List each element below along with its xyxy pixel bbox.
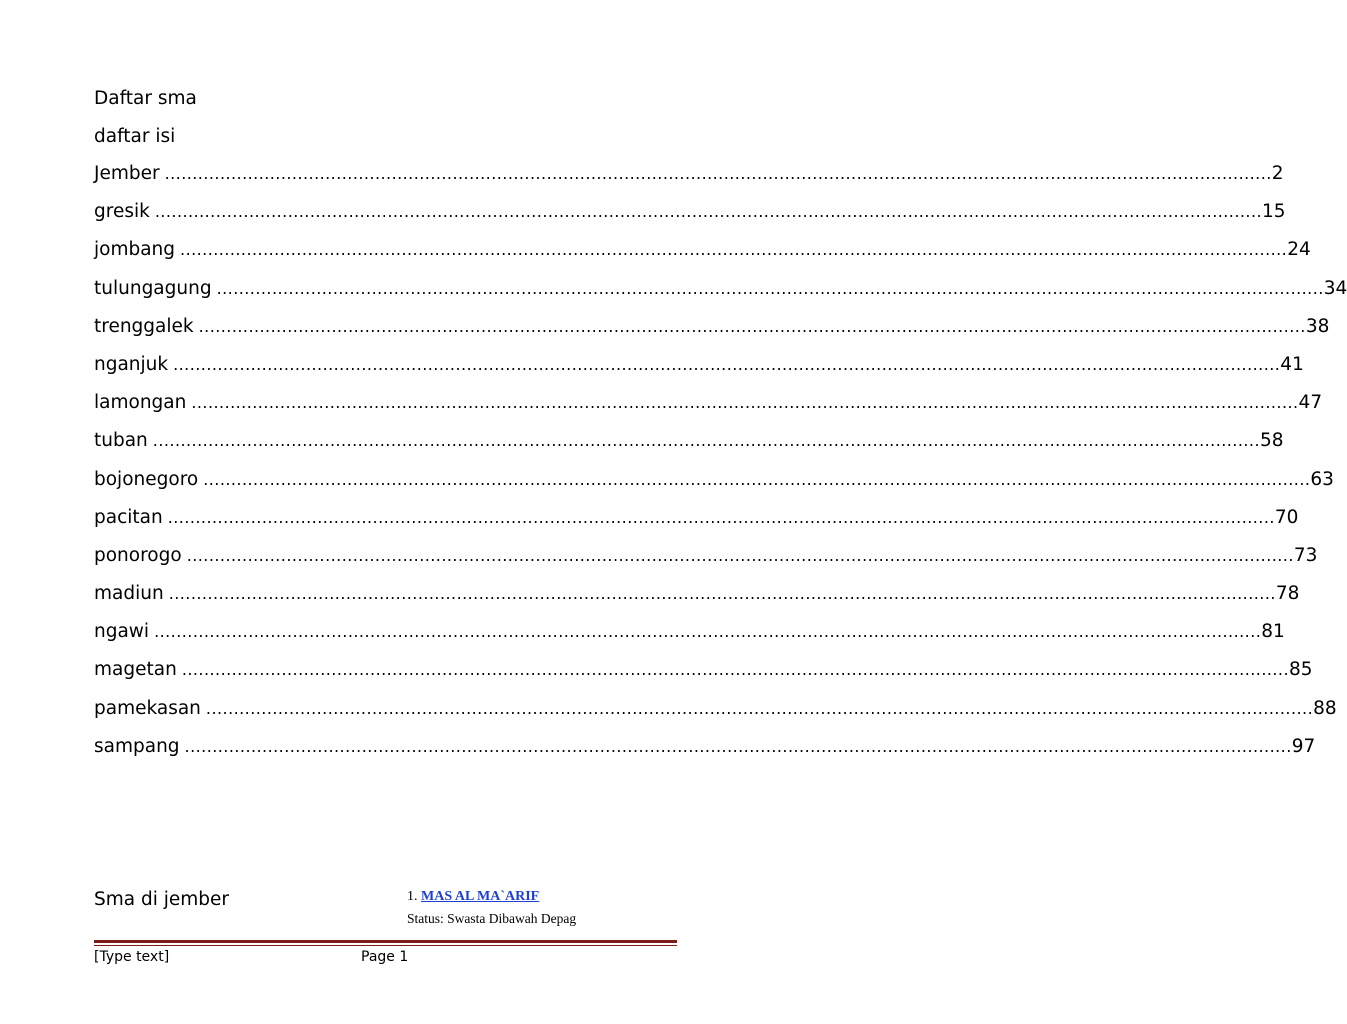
toc-entry-page: 47 — [1298, 392, 1323, 414]
toc-dot-leader: ........................................................................................................................................................................................................ — [180, 240, 1288, 260]
toc-entry-name: ponorogo — [94, 544, 182, 566]
toc-entry-name: lamongan — [94, 392, 187, 414]
toc-entry-name: gresik — [94, 201, 150, 223]
toc-entry[interactable] — [94, 620, 1285, 658]
toc-entry-name: bojonegoro — [94, 468, 199, 490]
toc-dot-leader: ........................................................................................................................................................................................................ — [216, 278, 1324, 298]
entry-number: 1. — [407, 889, 418, 904]
toc-entry[interactable] — [94, 468, 1334, 506]
footer-rule-thin — [94, 945, 677, 946]
school-name-link[interactable]: MAS AL MA`ARIF — [421, 889, 540, 904]
toc-entry[interactable] — [94, 162, 1284, 200]
toc-entry-name: trenggalek — [94, 315, 194, 337]
toc-entry-name: jombang — [94, 239, 176, 261]
toc-entry-page: 88 — [1313, 697, 1337, 719]
toc-entry-name: tulungagung — [94, 277, 212, 299]
toc-entry-name: nganjuk — [94, 353, 169, 375]
toc-entry-page: 41 — [1280, 353, 1304, 375]
toc-dot-leader: ........................................................................................................................................................................................................ — [184, 736, 1292, 756]
toc-entry-page: 34 — [1323, 277, 1347, 299]
toc-entry-page: 58 — [1259, 430, 1284, 452]
toc-entry-page: 81 — [1261, 621, 1285, 643]
toc-dot-leader: ........................................................................................................................................................................................................ — [203, 469, 1311, 489]
toc-entry[interactable] — [94, 238, 1311, 276]
toc-entry[interactable] — [94, 697, 1337, 735]
toc-entry-name: ngawi — [94, 621, 150, 643]
toc-entry[interactable] — [94, 315, 1330, 353]
toc-entry-name: madiun — [94, 583, 164, 605]
toc-dot-leader: ........................................................................................................................................................................................................ — [167, 507, 1275, 527]
toc-entry[interactable] — [94, 277, 1347, 315]
toc-entry-name: Jember — [94, 163, 160, 184]
toc-entry-page: 2 — [1271, 163, 1284, 184]
toc-entry-page: 38 — [1305, 315, 1330, 337]
toc-entry[interactable] — [94, 391, 1323, 429]
toc-dot-leader: ........................................................................................................................................................................................................ — [191, 393, 1299, 413]
toc-entry[interactable] — [94, 506, 1299, 544]
toc-entry[interactable] — [94, 544, 1318, 582]
toc-entry[interactable] — [94, 200, 1286, 238]
toc-dot-leader: ........................................................................................................................................................................................................ — [173, 354, 1281, 374]
toc-entry[interactable] — [94, 658, 1313, 696]
toc-entry-page: 97 — [1291, 735, 1316, 757]
toc-entry-name: pacitan — [94, 506, 163, 528]
footer-placeholder-text: [Type text] — [94, 949, 170, 965]
toc-entry-page: 73 — [1293, 544, 1318, 566]
footer-page-number: Page 1 — [361, 949, 409, 965]
toc-entry-page: 15 — [1262, 201, 1286, 223]
toc-dot-leader: ........................................................................................................................................................................................................ — [164, 164, 1272, 183]
toc-entry-page: 85 — [1289, 659, 1313, 681]
toc-dot-leader: ........................................................................................................................................................................................................ — [154, 202, 1263, 222]
toc-dot-leader: ........................................................................................................................................................................................................ — [186, 545, 1294, 565]
footer-rule-thick — [94, 940, 677, 943]
toc-dot-leader: ........................................................................................................................................................................................................ — [198, 316, 1306, 336]
toc-entry-name: magetan — [94, 659, 177, 681]
toc-dot-leader: ........................................................................................................................................................................................................ — [205, 698, 1314, 718]
page-title: Daftar sma — [94, 88, 197, 109]
toc-dot-leader: ........................................................................................................................................................................................................ — [181, 660, 1289, 680]
toc-dot-leader: ........................................................................................................................................................................................................ — [168, 584, 1276, 604]
toc-dot-leader: ........................................................................................................................................................................................................ — [154, 622, 1262, 642]
toc-entry-page: 24 — [1287, 239, 1311, 261]
school-status: Status: Swasta Dibawah Depag — [407, 911, 577, 926]
toc-entry-name: pamekasan — [94, 697, 201, 719]
toc-title: daftar isi — [94, 126, 176, 147]
section-heading: Sma di jember — [94, 889, 230, 910]
table-of-contents — [94, 162, 1347, 773]
toc-entry[interactable] — [94, 582, 1300, 620]
toc-entry-page: 70 — [1274, 506, 1299, 528]
toc-entry[interactable] — [94, 735, 1316, 773]
toc-entry-name: tuban — [94, 430, 148, 452]
toc-entry-page: 78 — [1275, 583, 1300, 605]
toc-entry[interactable] — [94, 353, 1304, 391]
toc-entry[interactable] — [94, 429, 1284, 467]
school-entry — [407, 888, 576, 928]
toc-entry-name: sampang — [94, 735, 180, 757]
toc-dot-leader: ........................................................................................................................................................................................................ — [152, 431, 1260, 451]
toc-entry-page: 63 — [1310, 468, 1334, 490]
